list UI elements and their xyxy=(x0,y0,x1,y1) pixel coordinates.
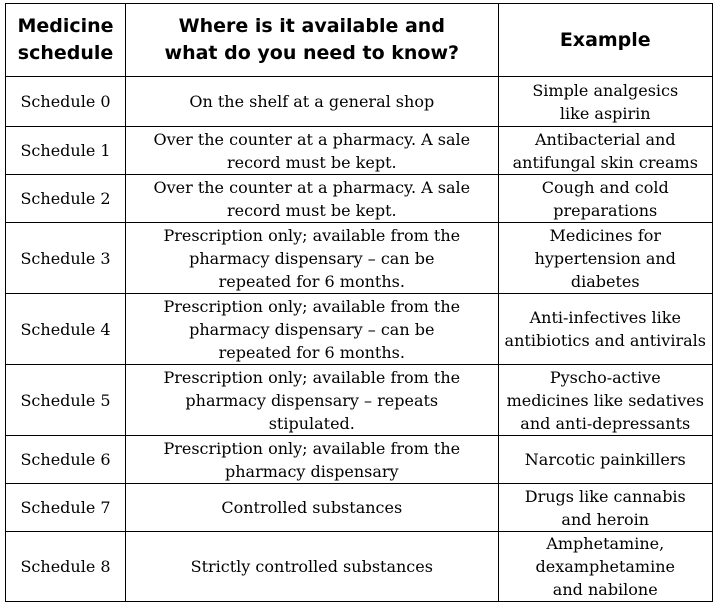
table-row xyxy=(6,294,713,365)
availability-cell: Prescription only; available from the pharmacy dispensary xyxy=(126,436,498,484)
example-cell: Anti-infectives like antibiotics and antivirals xyxy=(498,294,712,365)
header-availability: Where is it available and what do you need to know? xyxy=(126,4,498,77)
availability-cell: Strictly controlled substances xyxy=(126,532,498,602)
example-cell: Pyscho-active medicines like sedatives and anti-depressants xyxy=(498,365,712,436)
header-row xyxy=(6,4,713,77)
table-row xyxy=(6,127,713,175)
schedule-cell: Schedule 6 xyxy=(6,436,126,484)
example-cell: Cough and cold preparations xyxy=(498,175,712,223)
table-row xyxy=(6,365,713,436)
medicine-schedule-table xyxy=(5,3,713,602)
schedule-cell: Schedule 4 xyxy=(6,294,126,365)
availability-cell: On the shelf at a general shop xyxy=(126,77,498,127)
example-cell: Drugs like cannabis and heroin xyxy=(498,484,712,532)
availability-cell: Prescription only; available from the pharmacy dispensary – repeats stipulated. xyxy=(126,365,498,436)
example-cell: Medicines for hypertension and diabetes xyxy=(498,223,712,294)
availability-cell: Over the counter at a pharmacy. A sale record must be kept. xyxy=(126,175,498,223)
example-cell: Antibacterial and antifungal skin creams xyxy=(498,127,712,175)
schedule-cell: Schedule 1 xyxy=(6,127,126,175)
schedule-cell: Schedule 5 xyxy=(6,365,126,436)
table-row xyxy=(6,484,713,532)
schedule-cell: Schedule 2 xyxy=(6,175,126,223)
schedule-cell: Schedule 0 xyxy=(6,77,126,127)
example-cell: Simple analgesics like aspirin xyxy=(498,77,712,127)
table-row xyxy=(6,532,713,602)
example-cell: Narcotic painkillers xyxy=(498,436,712,484)
header-medicine-schedule: Medicine schedule xyxy=(6,4,126,77)
table-row xyxy=(6,77,713,127)
availability-cell: Prescription only; available from the pharmacy dispensary – can be repeated for 6 months. xyxy=(126,294,498,365)
table-row xyxy=(6,436,713,484)
availability-cell: Prescription only; available from the pharmacy dispensary – can be repeated for 6 months. xyxy=(126,223,498,294)
schedule-cell: Schedule 7 xyxy=(6,484,126,532)
availability-cell: Controlled substances xyxy=(126,484,498,532)
schedule-cell: Schedule 8 xyxy=(6,532,126,602)
header-example: Example xyxy=(498,4,712,77)
table-row xyxy=(6,223,713,294)
availability-cell: Over the counter at a pharmacy. A sale record must be kept. xyxy=(126,127,498,175)
schedule-cell: Schedule 3 xyxy=(6,223,126,294)
example-cell: Amphetamine, dexamphetamine and nabilone xyxy=(498,532,712,602)
table-row xyxy=(6,175,713,223)
